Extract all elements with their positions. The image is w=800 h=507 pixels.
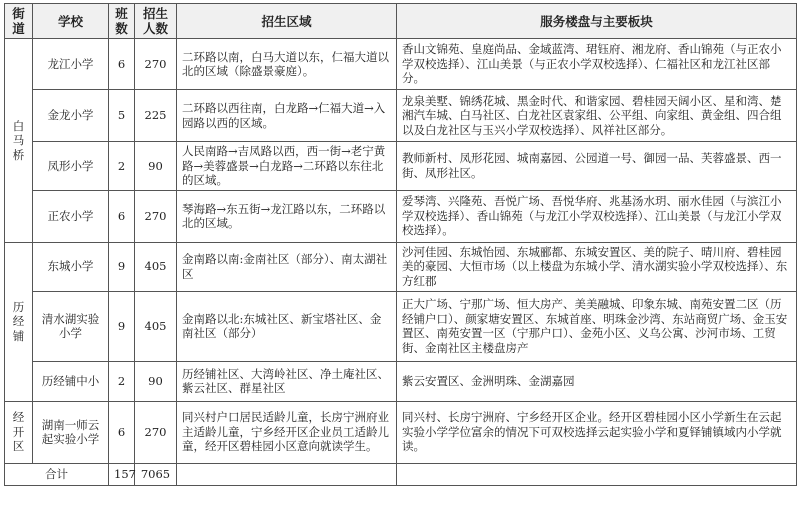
school-cell: 凤形小学 bbox=[33, 142, 109, 191]
table-row bbox=[5, 361, 797, 401]
total-label: 合计 bbox=[5, 463, 109, 485]
enroll-cell: 90 bbox=[135, 142, 177, 191]
enroll-cell: 405 bbox=[135, 242, 177, 291]
enrollment-table bbox=[4, 3, 797, 486]
area-cell: 金南路以南:金南社区（部分）、南太湖社区 bbox=[177, 242, 397, 291]
classes-cell: 2 bbox=[109, 142, 135, 191]
total-enroll: 7065 bbox=[135, 463, 177, 485]
school-cell: 东城小学 bbox=[33, 242, 109, 291]
header-classes: 班数 bbox=[109, 4, 135, 39]
total-row bbox=[5, 463, 797, 485]
table-row bbox=[5, 39, 797, 90]
school-cell: 金龙小学 bbox=[33, 90, 109, 142]
school-cell: 清水湖实验小学 bbox=[33, 291, 109, 361]
header-row bbox=[5, 4, 797, 39]
area-cell: 二环路以南，白马大道以东，仁福大道以北的区域（除盛景豪庭）。 bbox=[177, 39, 397, 90]
total-service-empty bbox=[397, 463, 797, 485]
table-row bbox=[5, 242, 797, 291]
table-row bbox=[5, 401, 797, 463]
street-cell: 经开区 bbox=[5, 401, 33, 463]
service-cell: 龙泉美墅、锦绣花城、黑金时代、和谐家园、碧桂园天阔小区、星和湾、楚湘汽车城、白马社区、白龙社区袁家组、公平组、向家组、黄金组、四合组以及白龙社区与玉兴小学双校选择）、风祥社区部分。 bbox=[397, 90, 797, 142]
header-service: 服务楼盘与主要板块 bbox=[397, 4, 797, 39]
header-area: 招生区域 bbox=[177, 4, 397, 39]
area-cell: 二环路以西往南，白龙路→仁福大道→入园路以西的区域。 bbox=[177, 90, 397, 142]
service-cell: 教师新村、凤形花园、城南嘉园、公园道一号、御园一品、芙蓉盛景、西一街、凤形社区。 bbox=[397, 142, 797, 191]
enroll-cell: 225 bbox=[135, 90, 177, 142]
area-cell: 人民南路→吉凤路以西，西一街→老宁黄路→美蓉盛景→白龙路→二环路以东往北的区域。 bbox=[177, 142, 397, 191]
service-cell: 沙河佳园、东城怡园、东城郦都、东城安置区、美的院子、晴川府、碧桂园美的豪园、大恒市场（以上楼盘为东城小学、清水湖实验小学双校选择）、东方红郡 bbox=[397, 242, 797, 291]
classes-cell: 2 bbox=[109, 361, 135, 401]
area-cell: 琴海路→东五街→龙江路以东，二环路以北的区域。 bbox=[177, 190, 397, 242]
service-cell: 香山文锦苑、皇庭尚品、金域蓝湾、珺钰府、湘龙府、香山锦苑（与正农小学双校选择）、江山美景（与正农小学双校选择）、仁福社区和龙江社区部分。 bbox=[397, 39, 797, 90]
enroll-cell: 90 bbox=[135, 361, 177, 401]
enroll-cell: 270 bbox=[135, 39, 177, 90]
service-cell: 紫云安置区、金洲明珠、金湖嘉园 bbox=[397, 361, 797, 401]
total-area-empty bbox=[177, 463, 397, 485]
table-row bbox=[5, 291, 797, 361]
table-row bbox=[5, 90, 797, 142]
street-cell: 白马桥 bbox=[5, 39, 33, 243]
school-cell: 湖南一师云起实验小学 bbox=[33, 401, 109, 463]
classes-cell: 9 bbox=[109, 242, 135, 291]
header-enroll: 招生人数 bbox=[135, 4, 177, 39]
classes-cell: 6 bbox=[109, 39, 135, 90]
area-cell: 同兴村户口居民适龄儿童，长房宁洲府业主适龄儿童，宁乡经开区企业员工适龄儿童，经开区碧桂园小区意向就读学生。 bbox=[177, 401, 397, 463]
school-cell: 龙江小学 bbox=[33, 39, 109, 90]
street-cell: 历经铺 bbox=[5, 242, 33, 401]
total-classes: 157 bbox=[109, 463, 135, 485]
enroll-cell: 405 bbox=[135, 291, 177, 361]
classes-cell: 9 bbox=[109, 291, 135, 361]
header-school: 学校 bbox=[33, 4, 109, 39]
table-row bbox=[5, 190, 797, 242]
school-cell: 正农小学 bbox=[33, 190, 109, 242]
service-cell: 同兴村、长房宁洲府、宁乡经开区企业。经开区碧桂园小区小学新生在云起实验小学学位富余的情况下可双校选择云起实验小学和夏铎铺镇域内小学就读。 bbox=[397, 401, 797, 463]
table-row bbox=[5, 142, 797, 191]
school-cell: 历经铺中小 bbox=[33, 361, 109, 401]
classes-cell: 5 bbox=[109, 90, 135, 142]
classes-cell: 6 bbox=[109, 190, 135, 242]
service-cell: 爱琴湾、兴隆苑、吾悦广场、吾悦华府、兆基汤水玥、丽水佳园（与滨江小学双校选择）、香山锦苑（与龙江小学双校选择）、江山美景（与龙江小学双校选择）。 bbox=[397, 190, 797, 242]
area-cell: 金南路以北:东城社区、新宝塔社区、金南社区（部分） bbox=[177, 291, 397, 361]
service-cell: 正大广场、宁那广场、恒大房产、美美融城、印象东城、南苑安置二区（历经铺户口）、颜家塘安置区、东城首座、明珠金沙湾、东站商贸广场、金玉安置区、南苑安置一区（宁那户口）、金苑小区、义乌公寓、沙河市场、工贸街、金南社区主楼盘房产 bbox=[397, 291, 797, 361]
header-street: 街道 bbox=[5, 4, 33, 39]
enroll-cell: 270 bbox=[135, 190, 177, 242]
enroll-cell: 270 bbox=[135, 401, 177, 463]
classes-cell: 6 bbox=[109, 401, 135, 463]
area-cell: 历经铺社区、大湾岭社区、净土庵社区、紫云社区、群星社区 bbox=[177, 361, 397, 401]
